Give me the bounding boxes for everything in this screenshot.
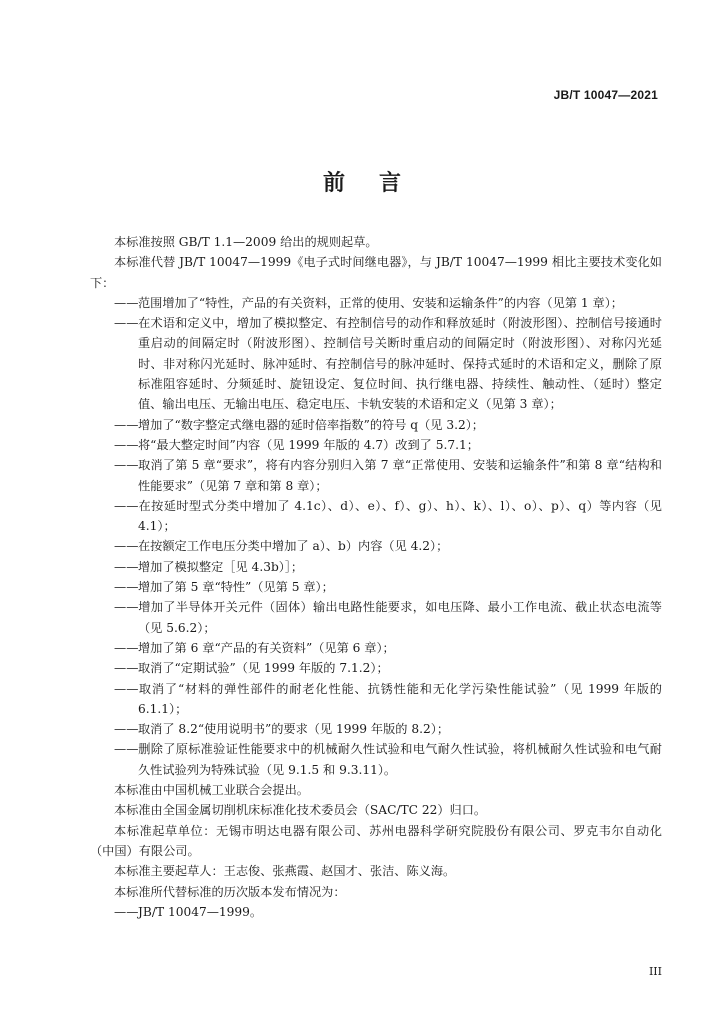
change-text: 将“最大整定时间”内容（见 1999 年版的 4.7）改到了 5.7.1； — [138, 437, 479, 452]
change-text: 取消了“材料的弹性部件的耐老化性能、抗锈性能和无化学污染性能试验”（见 1999 年版的 6.1.1）； — [138, 681, 662, 716]
change-item — [90, 435, 662, 455]
intro-paragraph: 本标准代替 JB/T 10047—1999《电子式时间继电器》，与 JB/T 10047—1999 相比主要技术变化如下： — [90, 255, 662, 290]
change-item — [90, 455, 662, 496]
change-item — [90, 496, 662, 537]
dash-marker: —— — [114, 437, 139, 452]
change-text: 范围增加了“特性，产品的有关资料，正常的使用、安装和运输条件”的内容（见第 1 章）； — [138, 295, 623, 310]
change-item — [90, 679, 662, 720]
change-list — [90, 293, 662, 780]
change-text: 取消了 8.2“使用说明书”的要求（见 1999 年版的 8.2）； — [138, 722, 450, 737]
dash-marker: —— — [114, 580, 139, 595]
history-item — [90, 902, 662, 922]
change-text: 增加了第 6 章“产品的有关资料”（见第 6 章）； — [138, 640, 395, 655]
dash-marker: —— — [114, 742, 139, 757]
standard-code-header: JB/T 10047—2021 — [553, 88, 658, 102]
change-text: 取消了第 5 章“要求”，将有内容分别归入第 7 章“正常使用、安装和运输条件”和第 8 章“结构和性能要求”（见第 7 章和第 8 章）； — [138, 458, 662, 493]
proposer-paragraph: 本标准由中国机械工业联合会提出。 — [114, 783, 309, 798]
change-text: 增加了“数字整定式继电器的延时倍率指数”的符号 q（见 3.2）； — [138, 417, 484, 432]
change-text: 增加了半导体开关元件（固体）输出电路性能要求，如电压降、最小工作电流、截止状态电流等（见 5.6.2）； — [138, 600, 662, 635]
change-item — [90, 577, 662, 597]
change-item — [90, 536, 662, 556]
change-item — [90, 313, 662, 414]
change-text: 在术语和定义中，增加了模拟整定、有控制信号的动作和释放延时（附波形图）、控制信号接通时重启动的间隔定时（附波形图）、控制信号关断时重启动的间隔定时（附波形图）、对称闪光延时、非对称闪光延时、脉冲延时、有控制信号的脉冲延时、保持式延时的术语和定义，删除了原标准阻容延时、分频延时、旋钮设定、复位时间、执行继电器、持续性、触动性、（延时）整定值、输出电压、无输出电压、稳定电压、卡轨安装的术语和定义（见第 3 章）； — [138, 316, 662, 412]
dash-marker: —— — [114, 559, 139, 574]
dash-marker: —— — [114, 722, 139, 737]
dash-marker: —— — [114, 904, 139, 919]
dash-marker: —— — [114, 600, 139, 615]
change-item — [90, 597, 662, 638]
change-item — [90, 739, 662, 780]
history-text: JB/T 10047—1999。 — [138, 904, 263, 919]
change-item — [90, 415, 662, 435]
dash-marker: —— — [114, 681, 139, 696]
dash-marker: —— — [114, 316, 139, 331]
change-text: 删除了原标准验证性能要求中的机械耐久性试验和电气耐久性试验，将机械耐久性试验和电气耐久性试验列为特殊试验（见 9.1.5 和 9.3.11）。 — [138, 742, 662, 777]
change-text: 在按延时型式分类中增加了 4.1c）、d）、e）、f）、g）、h）、k）、l）、o）、p）、q）等内容（见 4.1）； — [138, 498, 662, 534]
drafting-units-paragraph: 本标准起草单位：无锡市明达电器有限公司、苏州电器科学研究院股份有限公司、罗克韦尔自动化（中国）有限公司。 — [90, 823, 662, 858]
dash-marker: —— — [114, 640, 139, 655]
dash-marker: —— — [114, 498, 139, 513]
change-text: 增加了第 5 章“特性”（见第 5 章）； — [138, 580, 334, 595]
change-text: 增加了模拟整定［见 4.3b）］； — [138, 559, 304, 574]
dash-marker: —— — [114, 539, 139, 554]
page-number: III — [648, 965, 662, 978]
change-item — [90, 719, 662, 739]
change-item — [90, 658, 662, 678]
page-title: 前言 — [322, 170, 435, 196]
foreword-body — [90, 232, 662, 922]
intro-paragraph: 本标准按照 GB/T 1.1—2009 给出的规则起草。 — [114, 235, 378, 249]
drafters-paragraph: 本标准主要起草人：王志俊、张燕霞、赵国才、张洁、陈义海。 — [114, 864, 456, 879]
dash-marker: —— — [114, 295, 139, 310]
history-intro-paragraph: 本标准所代替标准的历次版本发布情况为： — [114, 884, 346, 899]
dash-marker: —— — [114, 661, 139, 676]
change-text: 在按额定工作电压分类中增加了 a）、b）内容（见 4.2）； — [138, 539, 449, 554]
committee-paragraph: 本标准由全国金属切削机床标准化技术委员会（SAC/TC 22）归口。 — [114, 803, 487, 818]
dash-marker: —— — [114, 417, 139, 432]
dash-marker: —— — [114, 458, 139, 473]
change-text: 取消了“定期试验”（见 1999 年版的 7.1.2）； — [138, 661, 389, 676]
change-item — [90, 293, 662, 313]
change-item — [90, 557, 662, 577]
change-item — [90, 638, 662, 658]
